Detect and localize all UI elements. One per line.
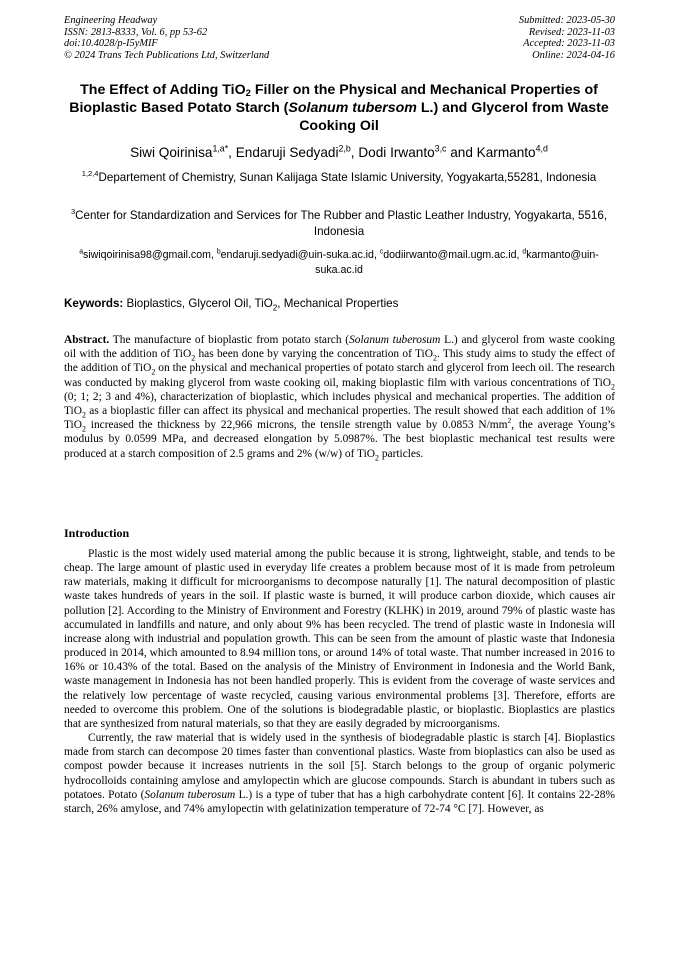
paper-title bbox=[50, 81, 628, 135]
section-heading-introduction: Introduction bbox=[64, 526, 130, 540]
title-subscript: 2 bbox=[245, 88, 251, 99]
date-revised: Revised: 2023-11-03 bbox=[528, 26, 615, 38]
abstract-label: Abstract. bbox=[64, 334, 110, 346]
email[interactable]: $^d$karmanto@uin-suka.ac.id bbox=[315, 248, 599, 276]
paragraph: Plastic is the most widely used material among the public because it is strong, lightweight, stable, and tends to be cheap. The large amount of plastic used in everyday life creates a problem because most of it is made from petroleum raw materials, making it difficult for microorganisms to decompose naturally [1]. The natural decomposition of plastic waste takes hundreds of years in the soil. If plastic waste is burned, it will produce carbon dioxide, which causes air pollution [2]. According to the Ministry of Environment and Forestry (KLHK) in 2019, around 79% of plastic waste has accumulated in landfills and nature, and only about 9% has been recycled. The trend of plastic waste in Indonesia will increase along with industrial and population growth. This can be seen from the amount of plastic waste that Indonesia produced in 2014, which amounted to 8.94 million tons, or around 14% of total waste. That number increased in 2016 to 16% or 10.43% of the total. Based on the analysis of the Ministry of Environment in Indonesia and the World Bank, waste management in Indonesia has not been handled properly. This is evident from the coverage of waste services and the relatively low percentage of waste recycled, causing various environmental problems [3]. Therefore, efforts are needed to overcome this problem. One of the solutions is biodegradable plastic, or bioplastic. Bioplastics are plastics that are synthesized from natural materials, so that they are easily degraded by microorganisms. bbox=[64, 548, 615, 730]
journal-doi: doi:10.4028/p-I5yMIF bbox=[64, 38, 158, 50]
keywords-label: Keywords: bbox=[64, 297, 124, 310]
email[interactable]: $^b$endaruji.sedyadi@uin-suka.ac.id bbox=[216, 248, 374, 261]
date-submitted: Submitted: 2023-05-30 bbox=[518, 15, 615, 26]
title-species: Solanum tubersom bbox=[288, 100, 417, 116]
abstract: Abstract. The manufacture of bioplastic from potato starch (Solanum tuberosum L.) and glycerol from waste cooking oil with the addition of TiO$_2$ has been done by varying the concentration of TiO$_2$. This study aims to study the effect of the addition of TiO$_2$ on the physical and mechanical properties of potato starch and glycerol from leech oil. The research was conducted by making glycerol from waste cooking oil, making bioplastic film with various concentrations of TiO$_2$ (0; 1; 2; 3 and 4%), characterization of bioplastic, which includes physical and mechanical properties. The addition of TiO$_2$ as a bioplastic filler can affect its physical and mechanical properties. The result showed that each addition of 1% TiO$_2$ increased the thickness by 22,966 microns, the tensile strength value by 0.0853 $N/mm^2$, the average Young’s modulus by 0.0599 MPa, and decreased elongation by 5.0987%. The best bioplastic mechanical test results were produced at a starch composition of 2.5 grams and 2% (w/w) of TiO$_2$ particles. bbox=[64, 334, 616, 462]
date-online: Online: 2024-04-16 bbox=[532, 49, 615, 61]
author-list bbox=[40, 144, 638, 161]
date-accepted: Accepted: 2023-11-03 bbox=[523, 38, 615, 50]
author: Dodi Irwanto$^{3,c}$ and bbox=[358, 143, 477, 160]
journal-name: Engineering Headway bbox=[64, 15, 158, 26]
publication-dates bbox=[519, 15, 615, 61]
paragraph: Currently, the raw material that is widely used in the synthesis of biodegradable plastic is starch [4]. Bioplastics made from starch can decompose 20 times faster than conventional plastics. Waste from bioplastics can also be used as compost powder because it increases nutrients in the soil [5]. Starch belongs to the group of organic polymeric hydrocolloids containing amylose and amylopectin which are glucose compounds. Starch is abundant in tubers such as potatoes. Potato (Solanum tuberosum L.) is a type of tuber that has a high carbohydrate content [6]. It contains 22-28% starch, 26% amylose, and 74% amylopectin with gelatinization temperature of 72-74 °C [7]. However, as bbox=[64, 732, 615, 815]
title-part: L.) and Glycerol from Waste Cooking Oil bbox=[299, 100, 609, 134]
title-part: The Effect of Adding TiO bbox=[80, 82, 246, 98]
email[interactable]: $^a$siwiqoirinisa98@gmail.com bbox=[79, 248, 211, 261]
affiliation: $^3$Center for Standardization and Services for The Rubber and Plastic Leather Industry, Yogyakarta, 5516, Indonesia bbox=[70, 207, 608, 238]
email[interactable]: $^c$dodiirwanto@mail.ugm.ac.id bbox=[379, 248, 517, 261]
author-emails: $^a$siwiqoirinisa98@gmail.com, $^b$endaruji.sedyadi@uin-suka.ac.id, $^c$dodiirwanto@mail.ugm.ac.id, $^d$karmanto@uin-suka.ac.id bbox=[79, 248, 599, 276]
journal-copyright: © 2024 Trans Tech Publications Ltd, Switzerland bbox=[64, 49, 270, 61]
journal-info bbox=[64, 15, 269, 61]
introduction-body bbox=[64, 547, 615, 816]
author: Endaruji Sedyadi$^{2,b}$, bbox=[235, 143, 359, 160]
journal-issn: ISSN: 2813-8333, Vol. 6, pp 53-62 bbox=[64, 26, 208, 38]
author: Karmanto$^{4,d}$ bbox=[476, 143, 548, 160]
keywords: Keywords: Bioplastics, Glycerol Oil, TiO$_2$, Mechanical Properties bbox=[64, 297, 399, 313]
affiliation: $^{1,2,4}$Departement of Chemistry, Sunan Kalijaga State Islamic University, Yogyakarta,55281, Indonesia bbox=[81, 169, 597, 184]
author: Siwi Qoirinisa$^{1,a*}$, bbox=[130, 143, 236, 160]
title-part: Filler on the Physical and Mechanical Properties of Bioplastic Based Potato Starch ( bbox=[69, 82, 598, 116]
